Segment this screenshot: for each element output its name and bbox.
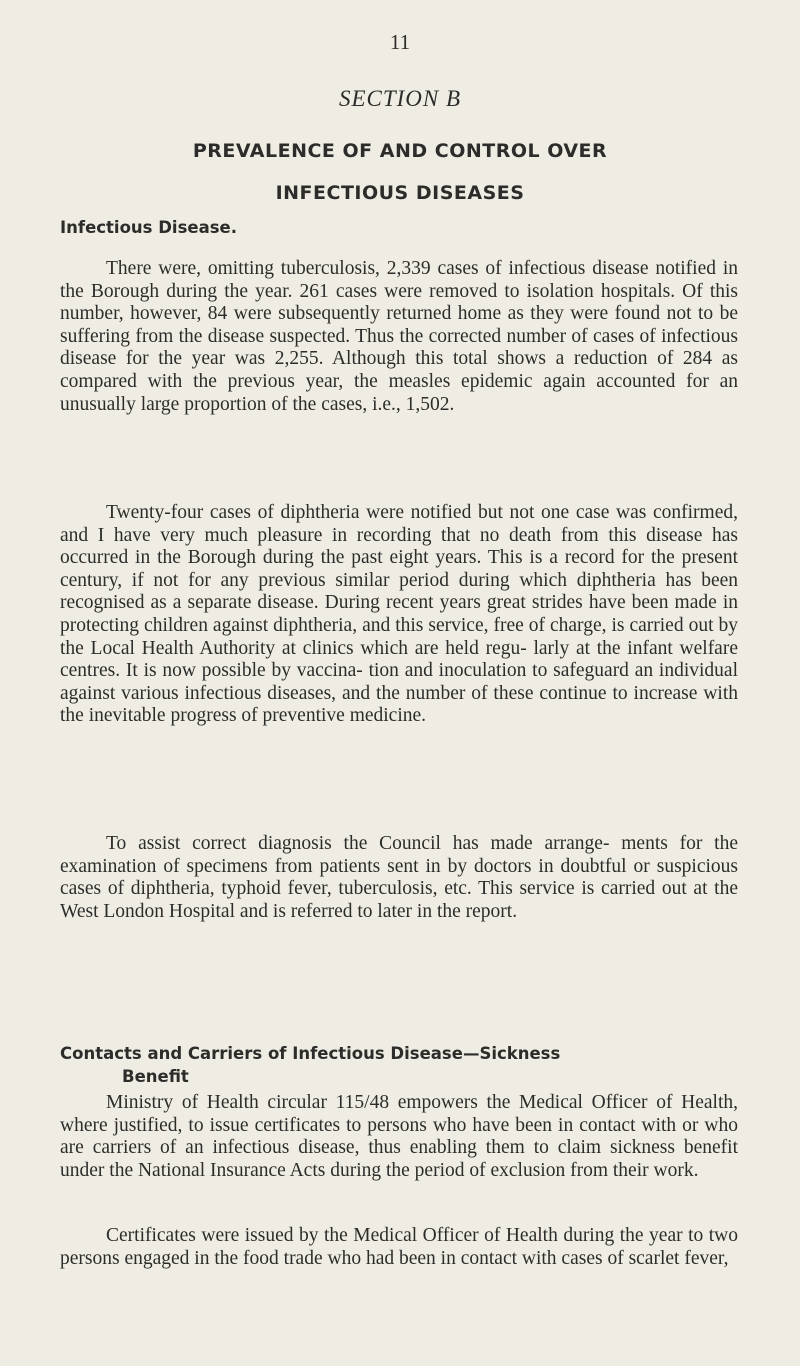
paragraph-diagnosis: To assist correct diagnosis the Council has made arrange- ments for the examination of specimens from patients sent in by doctors in doubtful or suspicious cases of diphtheria, typhoid fever, tuberculosis, etc. This service is carried out at the West London Hospital and is referred to later in the report.: [60, 833, 738, 922]
subheading-infectious-disease: Infectious Disease.: [60, 218, 238, 237]
paragraph-certificates: Certificates were issued by the Medical Officer of Health during the year to two persons engaged in the food trade who had been in contact with cases of scarlet fever,: [60, 1225, 738, 1269]
main-heading-line-1: PREVALENCE OF AND CONTROL OVER: [192, 140, 608, 162]
subheading-contacts-line-1: Contacts and Carriers of Infectious Disease—Sickness: [60, 1044, 561, 1063]
subheading-contacts-line-2: Benefit: [122, 1067, 189, 1086]
section-title: SECTION B: [338, 86, 462, 111]
main-heading-line-2: INFECTIOUS DISEASES: [275, 182, 525, 204]
subheading-contacts-carriers: [60, 1042, 700, 1088]
page-number: 11: [389, 30, 411, 54]
paragraph-infectious-cases: There were, omitting tuberculosis, 2,339 cases of infectious disease notified in the Borough during the year. 261 cases were removed to isolation hospitals. Of this number, however, 84 were subsequently returned home as they were found not to be suffering from the disease suspected. Thus the corrected number of cases of infectious disease for the year was 2,255. Although this total shows a reduction of 284 as compared with the previous year, the measles epidemic again accounted for an unusually large proportion of the cases, i.e., 1,502.: [60, 258, 738, 415]
paragraph-ministry-circular: Ministry of Health circular 115/48 empowers the Medical Officer of Health, where justified, to issue certificates to persons who have been in contact with or who are carriers of an infectious disease, thus enabling them to claim sickness benefit under the National Insurance Acts during the period of exclusion from their work.: [60, 1092, 738, 1181]
paragraph-diphtheria: Twenty-four cases of diphtheria were notified but not one case was confirmed, and I have very much pleasure in recording that no death from this disease has occurred in the Borough during the past eight years. This is a record for the present century, if not for any previous similar period during which diphtheria has been recognised as a separate disease. During recent years great strides have been made in protecting children against diphtheria, and this service, free of charge, is carried out by the Local Health Authority at clinics which are held regu- larly at the infant welfare centres. It is now possible by vaccina- tion and inoculation to safeguard an individual against various infectious diseases, and the number of these continue to increase with the inevitable progress of preventive medicine.: [60, 502, 738, 727]
